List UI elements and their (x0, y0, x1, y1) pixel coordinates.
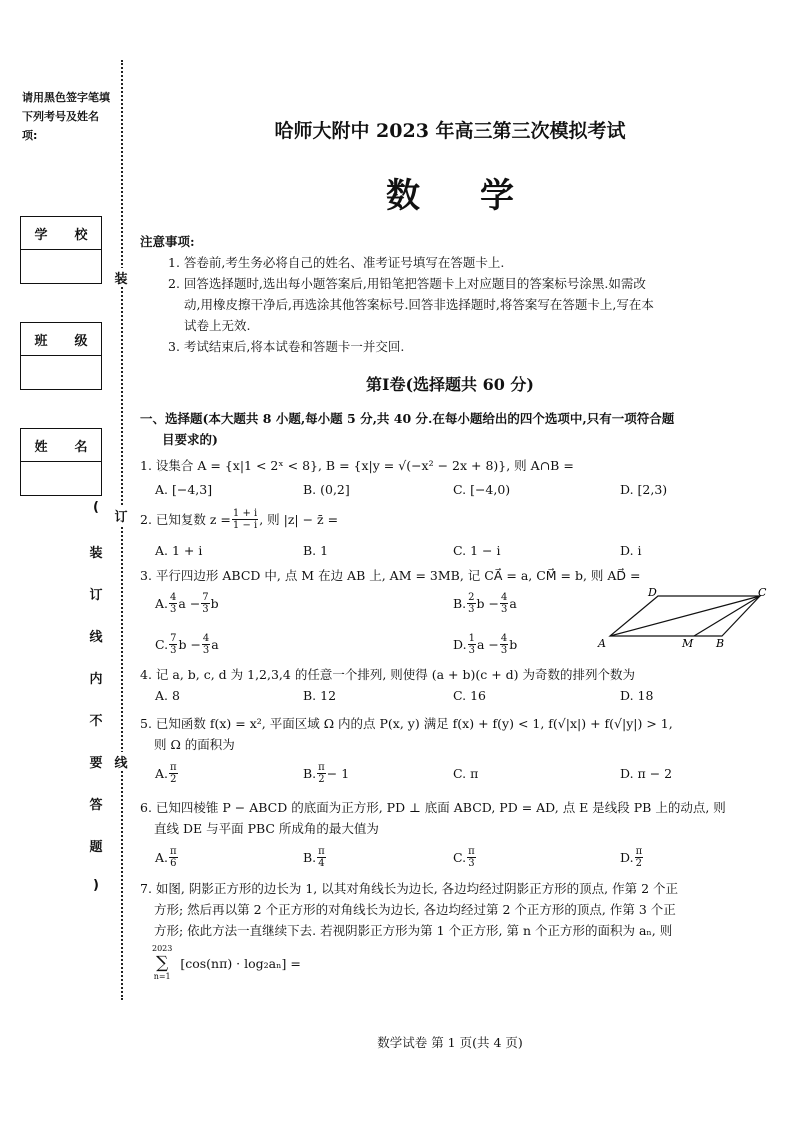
label-a: A (598, 637, 606, 650)
diagonal-ca (610, 596, 760, 636)
q5-option-a[interactable] (155, 762, 179, 785)
frac-den: 2 (635, 858, 643, 869)
q2-num: 1 + i (232, 508, 258, 519)
q3-option-a[interactable] (155, 592, 219, 615)
q7-line: 方形; 依此方法一直继续下去. 若视阴影正方形为第 1 个正方形, 第 n 个正方形的面积为 aₙ, 则 (154, 923, 673, 938)
question-7 (140, 878, 785, 941)
seal-char-ding: 订 (111, 506, 131, 525)
parallelogram-figure (596, 586, 776, 650)
frac-den: 3 (202, 645, 210, 656)
q3-stem: 3. 平行四边形 ABCD 中, 点 M 在边 AB 上, AM = 3MB, 记 CA⃗ = a, CM⃗ = b, 则 AD⃗ = (140, 568, 641, 583)
warning-char: 装 (89, 546, 103, 561)
frac-num: 1 (468, 633, 475, 644)
q5-option-b[interactable] (303, 762, 349, 785)
notice-item: 1. 答卷前,考生务必将自己的姓名、准考证号填写在答题卡上. (168, 255, 505, 270)
q3-c-end: a (211, 637, 219, 652)
frac-num: 4 (500, 633, 508, 644)
q6-option-a[interactable] (155, 846, 179, 869)
vertical-warning (86, 500, 106, 920)
frac-den: 2 (318, 774, 325, 785)
q6-c-frac (467, 846, 476, 869)
q2-option-d[interactable]: D. i (620, 543, 642, 558)
frac-num: π (170, 846, 177, 857)
q7-line: 7. 如图, 阴影正方形的边长为 1, 以其对角线长为边长, 各边均经过阴影正方形的顶点, 作第 2 个正 (140, 881, 679, 896)
sum-operator (152, 944, 172, 982)
sum-upper: 2023 (152, 944, 173, 953)
class-label-2: 级 (74, 333, 88, 349)
q5-a-label: A. (155, 766, 169, 781)
q3-c-label: C. (155, 637, 169, 652)
frac-num: π (635, 846, 643, 857)
q1-option-c[interactable]: C. [−4,0) (453, 482, 511, 497)
q2-den: 1 − i (232, 520, 258, 531)
q4-option-c[interactable]: C. 16 (453, 688, 486, 703)
q6-a-label: A. (155, 850, 169, 865)
q5-b-label: B. (303, 766, 317, 781)
q3-b-end: a (509, 596, 517, 611)
warning-char: 题 (89, 840, 103, 855)
q3-c-frac1 (169, 633, 177, 656)
q4-option-d[interactable]: D. 18 (620, 688, 654, 703)
fill-instruction: 请用黑色签字笔填下列考号及姓名项: (22, 91, 110, 142)
q2-fraction (232, 508, 258, 531)
q5-b-end: − 1 (326, 766, 350, 781)
q3-c-frac2 (202, 633, 210, 656)
class-label-1: 班 (34, 333, 48, 349)
q3-a-end: b (210, 596, 219, 611)
q6-b-frac (317, 846, 326, 869)
page-footer: 数学试卷 第 1 页(共 4 页) (377, 1035, 523, 1050)
q3-b-frac1 (467, 592, 475, 615)
q6-c-label: C. (453, 850, 467, 865)
q2-option-c[interactable]: C. 1 − i (453, 543, 501, 558)
section-title: 第Ⅰ卷(选择题共 60 分) (365, 375, 535, 394)
q3-option-d[interactable] (453, 633, 517, 656)
q7-line: 方形; 然后再以第 2 个正方形的对角线长为边长, 各边均经过第 2 个正方形的顶点, 作第 3 个正 (154, 902, 676, 917)
frac-num: π (170, 762, 177, 773)
class-box (20, 322, 102, 390)
notice-item: 2. 回答选择题时,选出每小题答案后,用铅笔把答题卡上对应题目的答案标号涂黑.如需改 (168, 276, 646, 291)
school-box (20, 216, 102, 284)
q7-summation (152, 944, 301, 982)
frac-num: 7 (202, 592, 209, 603)
q3-a-frac1 (169, 592, 177, 615)
subject-title: 数学 (386, 176, 574, 216)
q4-option-b[interactable]: B. 12 (303, 688, 337, 703)
part-heading-line: 一、选择题(本大题共 8 小题,每小题 5 分,共 40 分.在每小题给出的四个选项中,只有一项符合题 (140, 411, 675, 426)
notice-heading: 注意事项: (140, 234, 195, 249)
exam-title: 哈师大附中 2023 年高三第三次模拟考试 (274, 120, 626, 142)
notice-item: 动,用橡皮擦干净后,再选涂其他答案标号.回答非选择题时,将答案写在答题卡上,写在本 (184, 297, 654, 312)
frac-num: 7 (170, 633, 177, 644)
notice-item: 3. 考试结束后,将本试卷和答题卡一并交回. (168, 339, 405, 354)
frac-den: 3 (500, 645, 508, 656)
q2-option-b[interactable]: B. 1 (303, 543, 329, 558)
q2-stem-pre: 2. 已知复数 z = (140, 512, 231, 527)
warning-char: ( (93, 500, 99, 515)
warning-char: 订 (89, 588, 103, 603)
q6-a-frac (169, 846, 178, 869)
seal-char-xian: 线 (111, 752, 131, 771)
q4-stem: 4. 记 a, b, c, d 为 1,2,3,4 的任意一个排列, 则使得 (a + b)(c + d) 为奇数的排列个数为 (140, 667, 636, 682)
q5-b-frac (317, 762, 326, 785)
name-label-2: 名 (74, 439, 88, 455)
frac-den: 4 (318, 858, 325, 869)
frac-num: π (318, 762, 325, 773)
frac-num: 2 (468, 592, 475, 603)
q3-option-b[interactable] (453, 592, 517, 615)
frac-num: 4 (501, 592, 508, 603)
warning-char: ) (93, 878, 99, 893)
q1-option-d[interactable]: D. [2,3) (620, 482, 668, 497)
q3-d-end: b (509, 637, 518, 652)
frac-den: 3 (468, 858, 475, 869)
q5-stem: 5. 已知函数 f(x) = x², 平面区域 Ω 内的点 P(x, y) 满足 f(x) + f(y) < 1, f(√|x|) + f(√|y|) > 1, (140, 716, 673, 731)
label-d: D (648, 586, 657, 599)
q3-c-mid: b − (178, 637, 201, 652)
q3-option-c[interactable] (155, 633, 219, 656)
q3-b-label: B. (453, 596, 467, 611)
q3-b-frac2 (500, 592, 508, 615)
notice-item: 试卷上无效. (184, 318, 251, 333)
q5-stem-2: 则 Ω 的面积为 (154, 737, 235, 752)
sum-symbol: ∑ (156, 953, 169, 973)
q5-a-frac (169, 762, 178, 785)
frac-den: 3 (501, 604, 508, 615)
q2-option-a[interactable]: A. 1 + i (155, 543, 203, 558)
q3-a-label: A. (155, 596, 169, 611)
q3-a-frac2 (201, 592, 209, 615)
name-box (20, 428, 102, 496)
part-heading (140, 408, 780, 450)
label-b: B (716, 637, 725, 650)
warning-char: 内 (89, 672, 103, 687)
name-label-1: 姓 (34, 439, 48, 455)
q1-option-a[interactable]: A. [−4,3] (155, 482, 213, 497)
label-m: M (682, 637, 694, 650)
notice (140, 231, 780, 357)
school-label-1: 学 (34, 227, 48, 243)
frac-den: 3 (468, 645, 475, 656)
label-c: C (758, 586, 767, 599)
name-field[interactable] (21, 462, 101, 495)
warning-char: 答 (89, 798, 103, 813)
q6-option-c[interactable] (453, 846, 477, 869)
q2-stem-post: , 则 |z| − z̄ = (259, 512, 339, 527)
question-2 (140, 508, 780, 531)
q6-stem-2: 直线 DE 与平面 PBC 所成角的最大值为 (154, 821, 379, 836)
frac-num: π (318, 846, 325, 857)
warning-char: 不 (89, 714, 103, 729)
q1-option-b[interactable]: B. (0,2] (303, 482, 350, 497)
q3-d-label: D. (453, 637, 467, 652)
q3-d-frac1 (468, 633, 476, 656)
seal-char-zhuang: 装 (111, 268, 131, 287)
q3-b-mid: b − (476, 596, 499, 611)
sum-lower: n=1 (153, 972, 171, 981)
q5-option-d[interactable]: D. π − 2 (620, 766, 673, 781)
question-1 (140, 455, 780, 476)
q3-d-frac2 (500, 633, 508, 656)
q3-d-mid: a − (476, 637, 499, 652)
frac-den: 3 (170, 604, 177, 615)
frac-den: 2 (170, 774, 177, 785)
q6-d-label: D. (620, 850, 634, 865)
q5-option-c[interactable]: C. π (453, 766, 479, 781)
question-6 (140, 797, 785, 839)
class-field[interactable] (21, 356, 101, 389)
q1-stem: 1. 设集合 A = {x|1 < 2ˣ < 8}, B = {x|y = √(−x² − 2x + 8)}, 则 A∩B = (140, 458, 574, 473)
q3-a-mid: a − (178, 596, 201, 611)
frac-den: 3 (468, 604, 475, 615)
school-label-2: 校 (74, 227, 88, 243)
frac-num: 4 (202, 633, 210, 644)
frac-den: 6 (170, 858, 177, 869)
q6-d-frac (635, 846, 644, 869)
q6-b-label: B. (303, 850, 317, 865)
frac-den: 3 (202, 604, 209, 615)
sum-body: [cos(nπ) · log₂aₙ] = (180, 955, 301, 971)
q6-option-b[interactable] (303, 846, 327, 869)
q6-stem: 6. 已知四棱锥 P − ABCD 的底面为正方形, PD ⊥ 底面 ABCD, PD = AD, 点 E 是线段 PB 上的动点, 则 (140, 800, 726, 815)
warning-char: 线 (89, 630, 103, 645)
frac-num: 4 (170, 592, 177, 603)
q4-option-a[interactable]: A. 8 (155, 688, 180, 703)
school-field[interactable] (21, 250, 101, 283)
frac-num: π (468, 846, 475, 857)
q6-option-d[interactable] (620, 846, 644, 869)
question-5 (140, 713, 785, 755)
warning-char: 要 (89, 756, 103, 771)
part-heading-line: 目要求的) (162, 432, 218, 447)
frac-den: 3 (170, 645, 177, 656)
